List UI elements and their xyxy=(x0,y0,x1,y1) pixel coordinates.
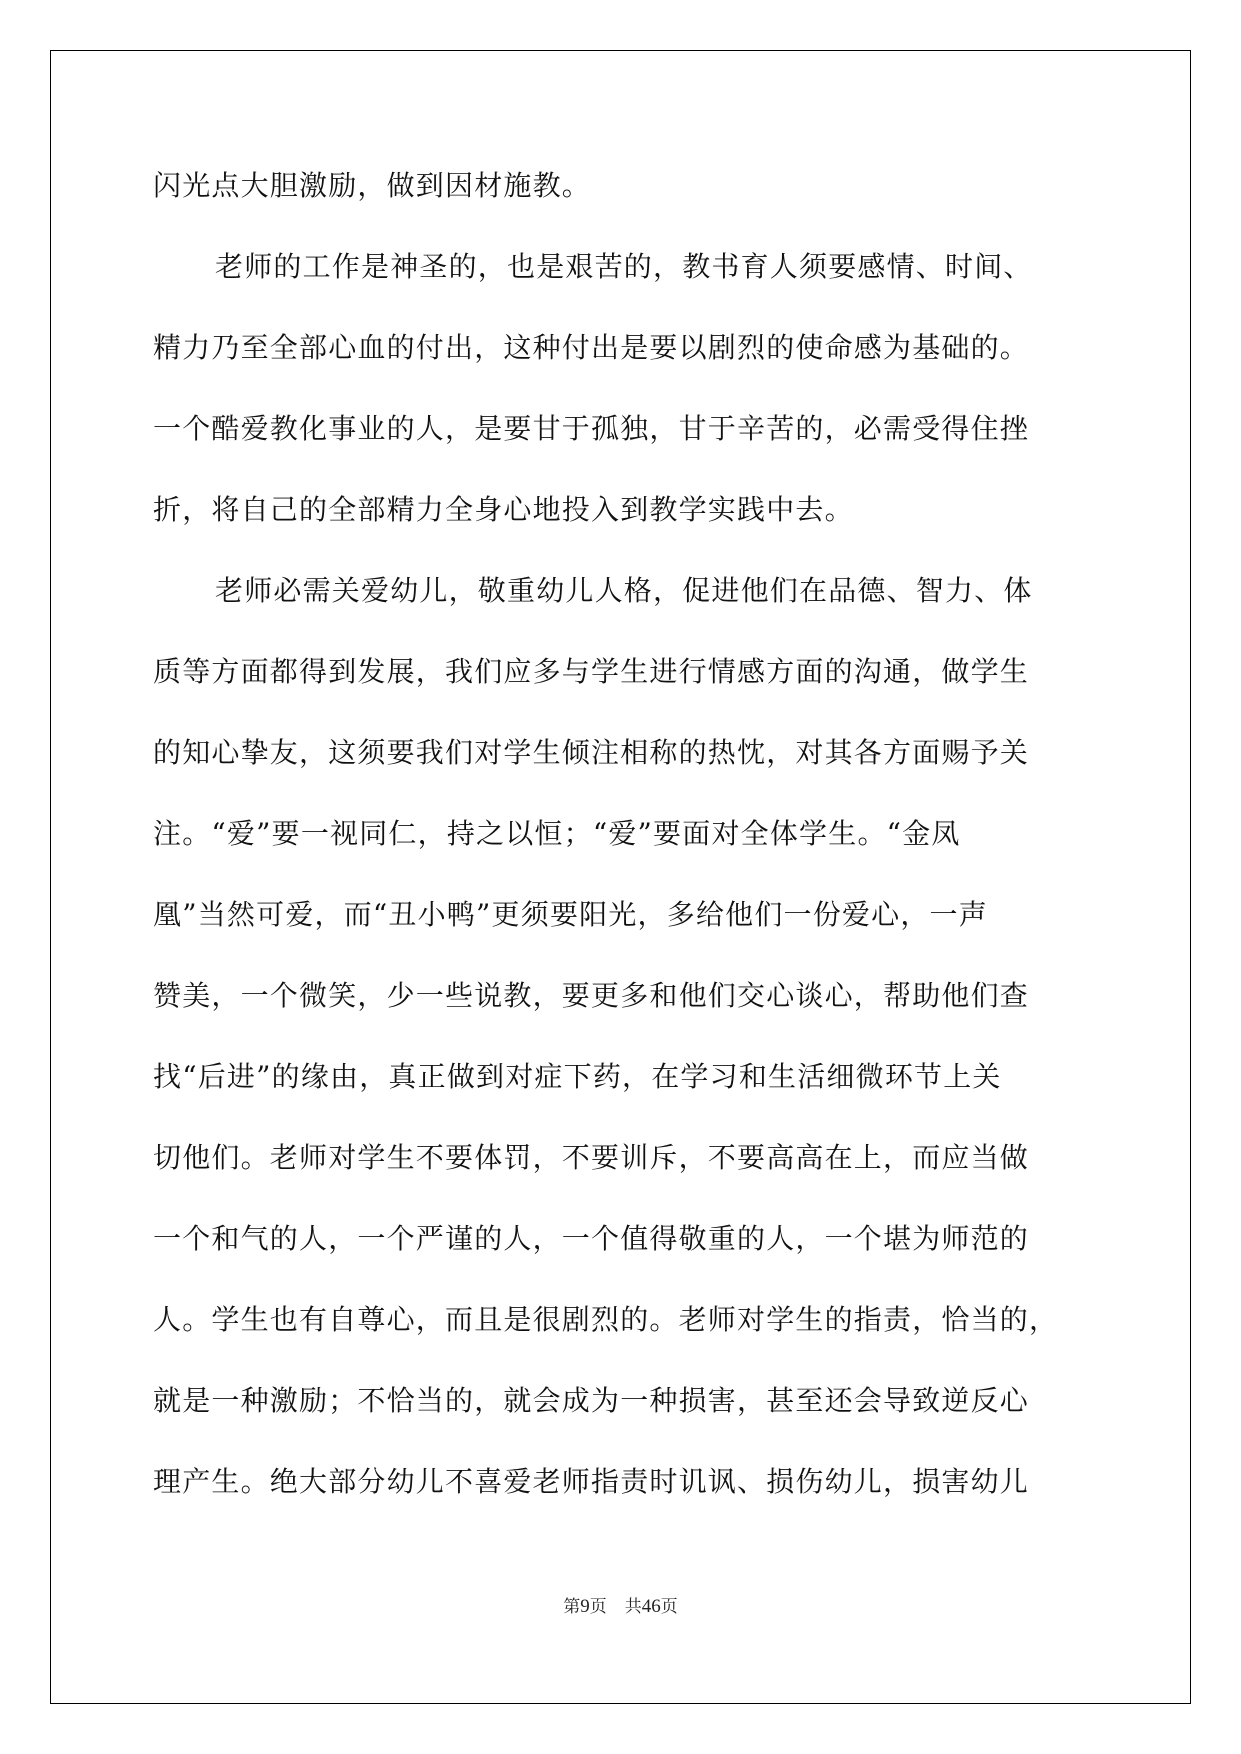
total-pages: 46 xyxy=(641,1596,661,1617)
paragraph-start-line: 老师的工作是神圣的，也是艰苦的，教书育人须要感情、时间、 xyxy=(215,250,1033,283)
page-prefix: 第 xyxy=(563,1597,581,1617)
text-line: 质等方面都得到发展，我们应多与学生进行情感方面的沟通，做学生 xyxy=(153,655,1030,688)
text-line: 理产生。绝大部分幼儿不喜爱老师指责时讥讽、损伤幼儿，损害幼儿 xyxy=(153,1465,1030,1498)
paragraph-start-line: 老师必需关爱幼儿，敬重幼儿人格，促进他们在品德、智力、体 xyxy=(215,574,1033,607)
page-number: 9 xyxy=(580,1596,590,1617)
text-line: 精力乃至全部心血的付出，这种付出是要以剧烈的使命感为基础的。 xyxy=(153,331,1030,364)
text-line: 人。学生也有自尊心，而且是很剧烈的。老师对学生的指责，恰当的， xyxy=(153,1303,1059,1336)
text-line: 闪光点大胆激励，做到因材施教。 xyxy=(153,169,592,202)
text-line: 一个和气的人，一个严谨的人，一个值得敬重的人，一个堪为师范的 xyxy=(153,1222,1030,1255)
page-suffix: 页 xyxy=(589,1597,607,1617)
total-suffix: 页 xyxy=(660,1597,678,1617)
document-body xyxy=(153,163,1093,1540)
text-line: 找“后进”的缘由，真正做到对症下药，在学习和生活细微环节上关 xyxy=(153,1060,1002,1093)
text-line: 一个酷爱教化事业的人，是要甘于孤独，甘于辛苦的，必需受得住挫 xyxy=(153,412,1030,445)
total-prefix: 共 xyxy=(624,1597,642,1617)
text-line: 凰”当然可爱，而“丑小鸭”更须要阳光，多给他们一份爱心，一声 xyxy=(153,898,988,931)
text-line: 赞美，一个微笑，少一些说教，要更多和他们交心谈心，帮助他们查 xyxy=(153,979,1030,1012)
text-line: 就是一种激励；不恰当的，就会成为一种损害，甚至还会导致逆反心 xyxy=(153,1384,1030,1417)
text-line: 折，将自己的全部精力全身心地投入到教学实践中去。 xyxy=(153,493,854,526)
text-line: 注。“爱”要一视同仁，持之以恒；“爱”要面对全体学生。“金凤 xyxy=(153,817,961,850)
text-line: 的知心挚友，这须要我们对学生倾注相称的热忱，对其各方面赐予关 xyxy=(153,736,1030,769)
page-footer xyxy=(0,1595,1241,1619)
text-line: 切他们。老师对学生不要体罚，不要训斥，不要高高在上，而应当做 xyxy=(153,1141,1030,1174)
